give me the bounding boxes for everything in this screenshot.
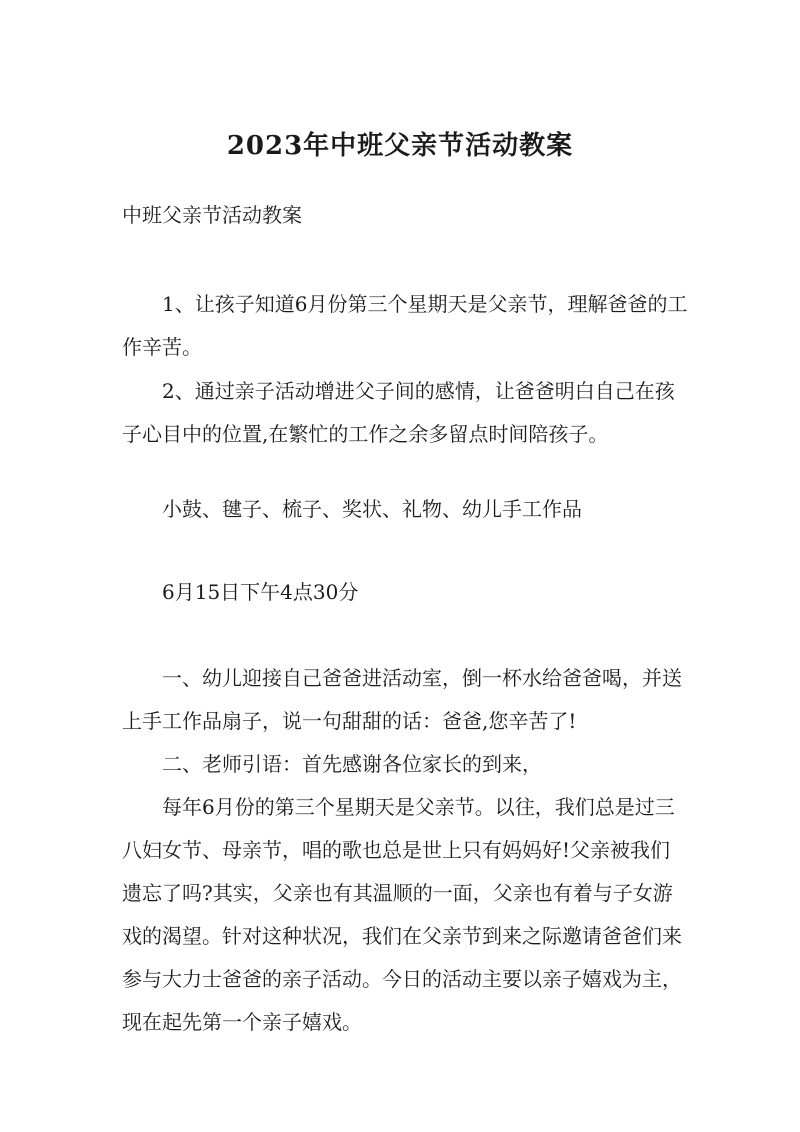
page-title: 2023年中班父亲节活动教案 [226,131,574,161]
process-paragraph-2: 二、老师引语：首先感谢各位家长的到来， [162,752,542,776]
time-paragraph: 6月15日下午4点30分 [162,580,359,604]
materials-paragraph: 小鼓、毽子、梳子、奖状、礼物、幼儿手工作品 [162,497,582,521]
process-paragraph-1: 一、幼儿迎接自己爸爸进活动室，倒一杯水给爸爸喝，并送上手工作品扇子，说一句甜甜的话：爸爸,您辛苦了! [122,666,682,733]
goal-paragraph-1: 1、让孩子知道6月份第三个星期天是父亲节，理解爸爸的工作辛苦。 [122,292,688,359]
goal-paragraph-2: 2、通过亲子活动增进父子间的感情，让爸爸明白自己在孩子心目中的位置,在繁忙的工作之余多留点时间陪孩子。 [122,379,675,446]
document-subtitle: 中班父亲节活动教案 [122,203,302,227]
process-paragraph-3: 每年6月份的第三个星期天是父亲节。以往，我们总是过三八妇女节、母亲节，唱的歌也总是世上只有妈妈好!父亲被我们遗忘了吗?其实，父亲也有其温顺的一面，父亲也有着与子女游戏的渴望。针对这种状况，我们在父亲节到来之际邀请爸爸们来参与大力士爸爸的亲子活动。今日的活动主要以亲子嬉戏为主，现在起先第一个亲子嬉戏。 [122,795,682,1034]
